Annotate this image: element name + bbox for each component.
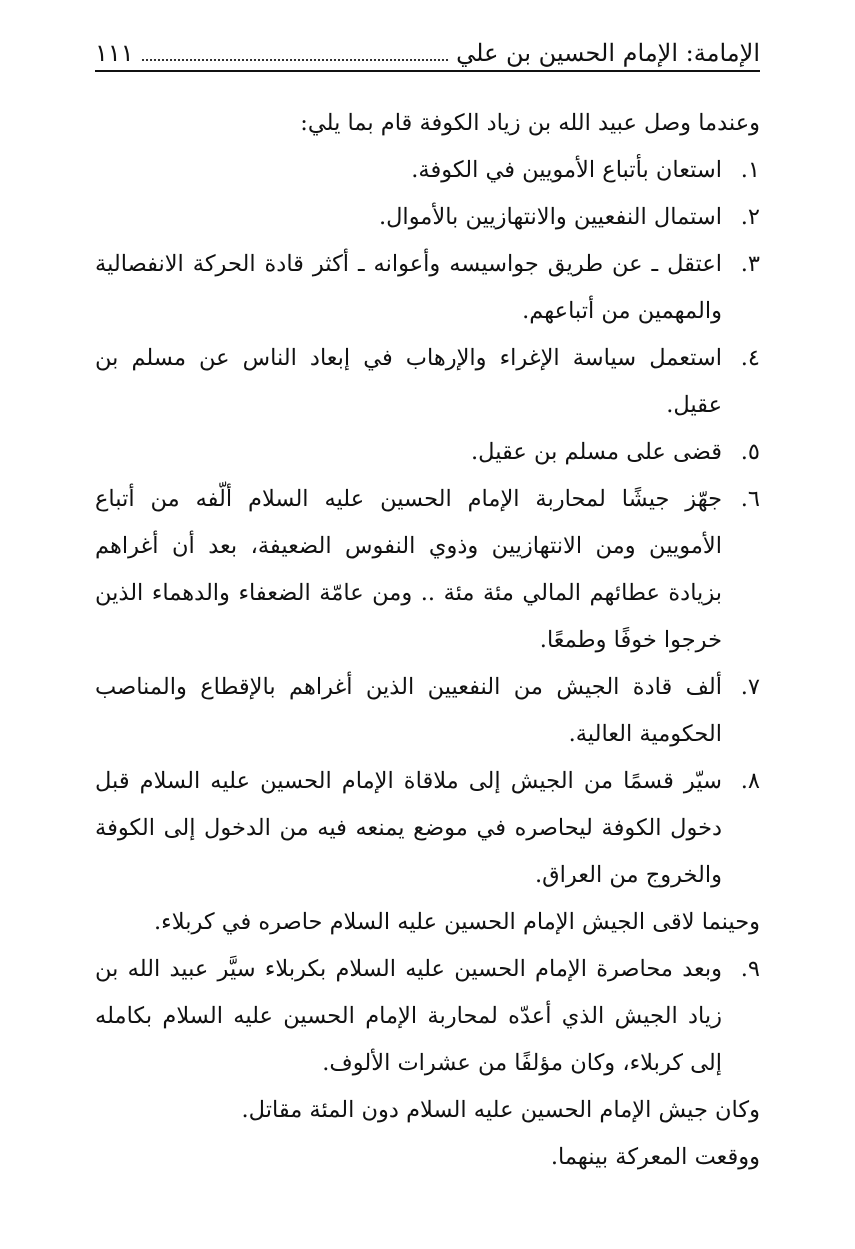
mid-paragraph: وحينما لاقى الجيش الإمام الحسين عليه السلام حاصره في كربلاء. (154, 909, 760, 935)
item-text: استعان بأتباع الأمويين في الكوفة. (411, 157, 722, 183)
item-number: ٥. (740, 439, 760, 465)
list-item (95, 147, 760, 194)
list-item (95, 194, 760, 241)
measures-list-continued (95, 946, 760, 1087)
closing-paragraph: ووقعت المعركة بينهما. (550, 1144, 760, 1170)
list-item (95, 476, 760, 664)
page-body (95, 100, 760, 1181)
intro-paragraph: وعندما وصل عبيد الله بن زياد الكوفة قام بما يلي: (300, 110, 760, 136)
item-number: ٢. (740, 204, 760, 230)
item-text: استعمل سياسة الإغراء والإرهاب في إبعاد الناس عن مسلم بن عقيل. (95, 345, 722, 418)
item-number: ١. (740, 157, 760, 183)
item-number: ٣. (740, 251, 760, 277)
item-number: ٧. (740, 674, 760, 700)
page-number: ١١١ (95, 39, 134, 67)
list-item (95, 946, 760, 1087)
item-text: وبعد محاصرة الإمام الحسين عليه السلام بكربلاء سيَّر عبيد الله بن زياد الجيش الذي أعدّه لمحاربة الإمام الحسين عليه السلام بكامله إلى كربلاء، وكان مؤلفًا من عشرات الألوف. (95, 956, 722, 1076)
item-number: ٤. (740, 345, 760, 371)
running-header (95, 34, 760, 72)
list-item (95, 429, 760, 476)
list-item (95, 335, 760, 429)
item-text: استمال النفعيين والانتهازيين بالأموال. (378, 204, 722, 230)
item-number: ٦. (740, 486, 760, 512)
item-number: ٨. (740, 768, 760, 794)
list-item (95, 758, 760, 899)
header-dot-leader (142, 59, 448, 61)
list-item (95, 664, 760, 758)
item-text: جهّز جيشًا لمحاربة الإمام الحسين عليه السلام ألّفه من أتباع الأمويين ومن الانتهازيين وذوي النفوس الضعيفة، بعد أن أغراهم بزيادة عطائهم المالي مئة مئة .. ومن عامّة الضعفاء والدهماء الذين خرجوا خوفًا وطمعًا. (95, 486, 722, 653)
closing-paragraph: وكان جيش الإمام الحسين عليه السلام دون المئة مقاتل. (241, 1097, 760, 1123)
measures-list (95, 147, 760, 899)
item-text: سيّر قسمًا من الجيش إلى ملاقاة الإمام الحسين عليه السلام قبل دخول الكوفة ليحاصره في موضع يمنعه فيه من الدخول إلى الكوفة والخروج من العراق. (95, 768, 722, 888)
item-text: اعتقل ـ عن طريق جواسيسه وأعوانه ـ أكثر قادة الحركة الانفصالية والمهمين من أتباعهم. (95, 251, 722, 324)
header-title: الإمامة: الإمام الحسين بن علي (456, 39, 760, 67)
item-text: قضى على مسلم بن عقيل. (471, 439, 722, 465)
item-number: ٩. (740, 956, 760, 982)
item-text: ألف قادة الجيش من النفعيين الذين أغراهم بالإقطاع والمناصب الحكومية العالية. (95, 674, 722, 747)
list-item (95, 241, 760, 335)
